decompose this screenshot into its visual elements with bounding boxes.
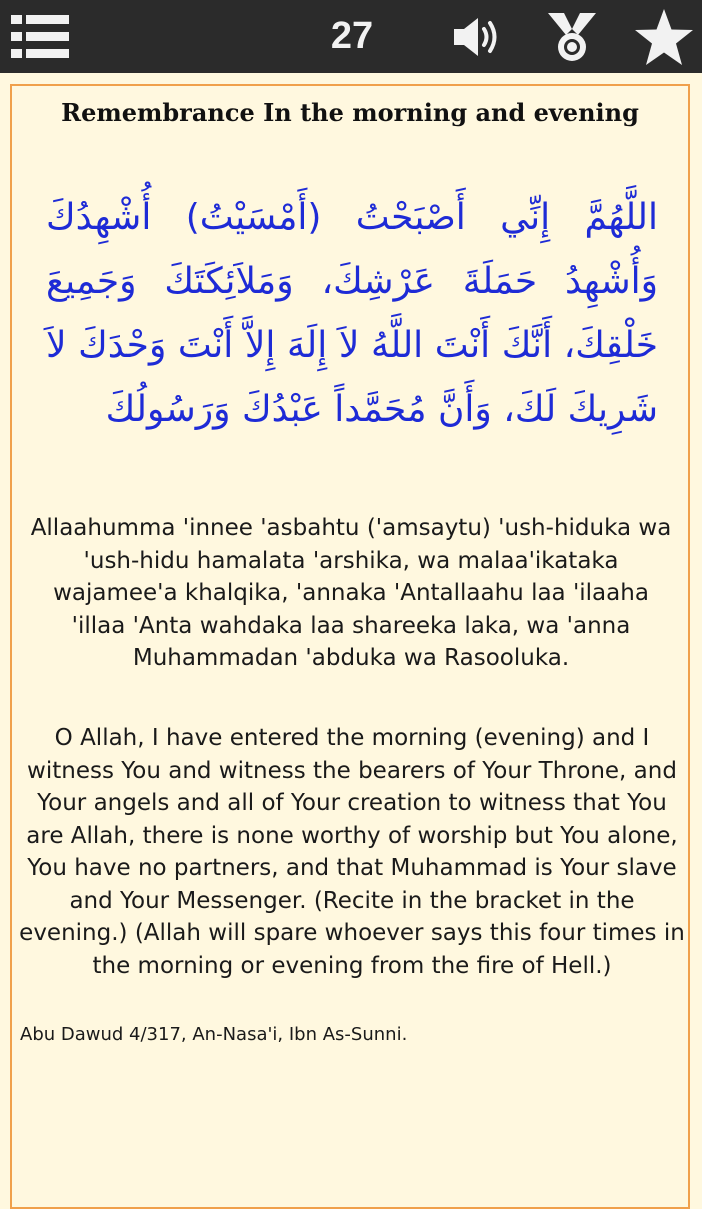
play-audio-button[interactable]	[440, 0, 516, 73]
medal-icon	[546, 9, 598, 65]
menu-icon	[11, 13, 69, 61]
transliteration-text: Allaahumma 'innee 'asbahtu ('amsaytu) 'ush-hiduka wa 'ush-hidu hamalata 'arshika, wa malaa'ikataka wajamee'a khalqika, 'annaka 'Antallaahu laa 'ilaaha 'illaa 'Anta wahdaka laa shareeka laka, wa 'anna Muhammadan 'abduka wa Rasooluka.	[30, 515, 672, 671]
dua-card	[10, 84, 690, 1209]
arabic-text: اللَّهُمَّ إِنِّي أَصْبَحْتُ (أَمْسَيْتُ) أُشْهِدُكَ وَأُشْهِدُ حَمَلَةَ عَرْشِكَ، وَمَلاَئِكَتَكَ وَجَمِيعَ خَلْقِكَ، أَنَّكَ أَنْتَ اللَّهُ لاَ إِلَهَ إِلاَّ أَنْتَ وَحْدَكَ لاَ شَرِيكَ لَكَ، وَأَنَّ مُحَمَّداً عَبْدُكَ وَرَسُولُكَ	[46, 197, 658, 430]
top-toolbar	[0, 0, 702, 73]
achievements-button[interactable]	[540, 0, 604, 73]
speaker-icon	[452, 15, 504, 59]
translation-text: O Allah, I have entered the morning (evening) and I witness You and witness the bearers of Your Throne, and Your angels and all of Your creation to witness that You are Allah, there is none worthy of worship but You alone, You have no partners, and that Muhammad is Your slave and Your Messenger. (Recite in the bracket in the evening.) (Allah will spare whoever says this four times in the morning or evening from the fire of Hell.)	[19, 725, 685, 979]
reference-text: Abu Dawud 4/317, An-Nasa'i, Ibn As-Sunni.	[20, 1024, 408, 1045]
star-icon	[633, 7, 695, 67]
favorite-button[interactable]	[628, 0, 700, 73]
page-counter: 27	[330, 15, 374, 57]
menu-button[interactable]	[8, 0, 72, 73]
dua-title: Remembrance In the morning and evening	[61, 98, 639, 127]
